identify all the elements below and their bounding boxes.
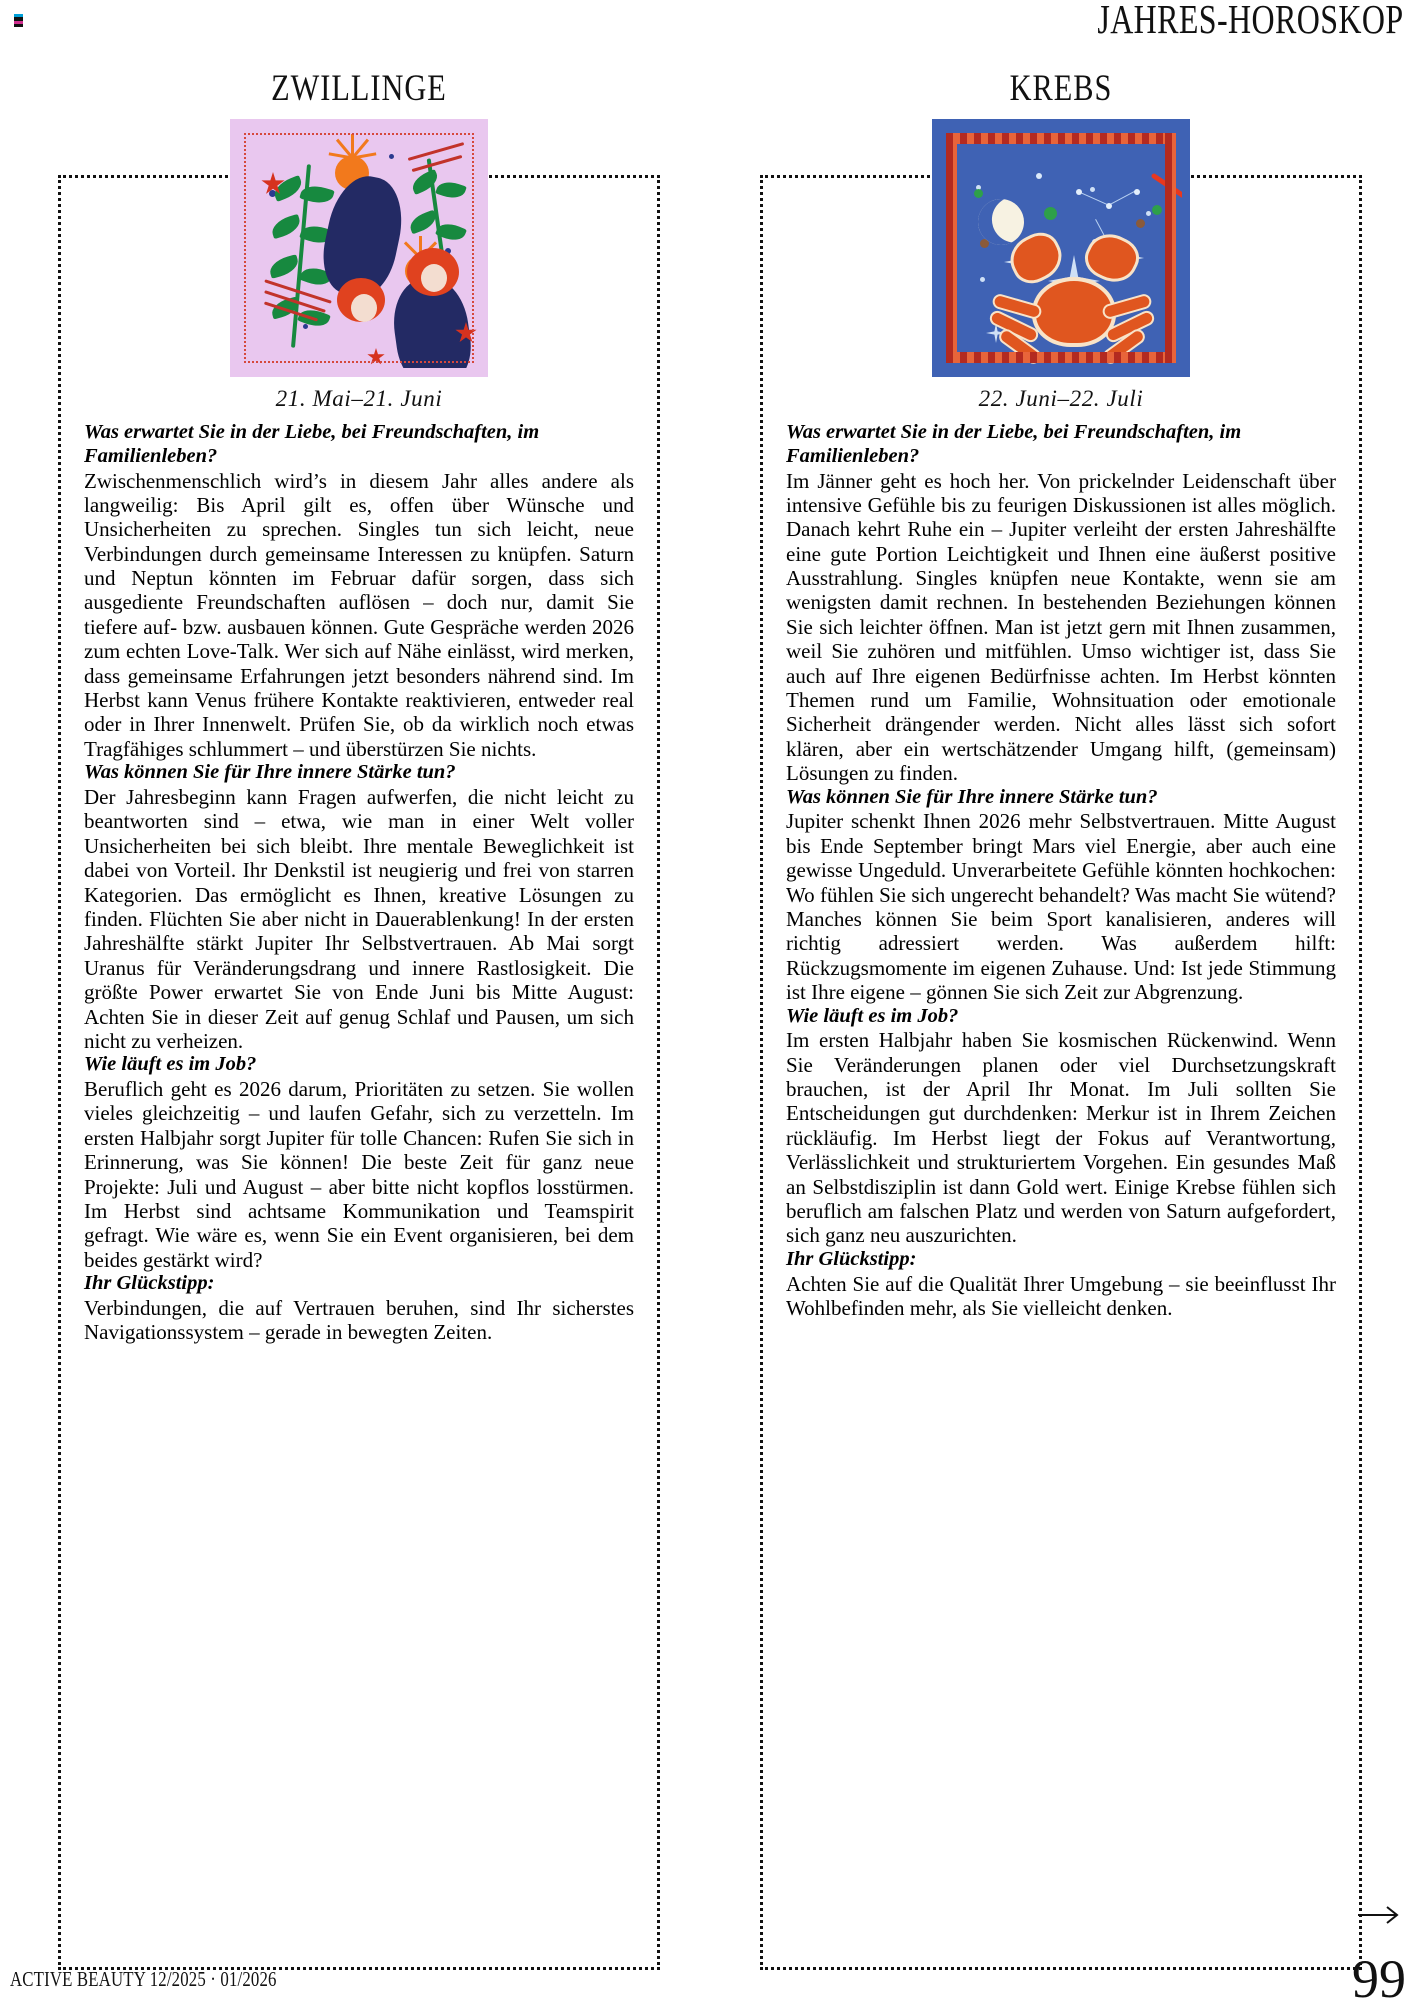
section-lucky-tip (786, 1248, 1336, 1321)
section-body: Im ersten Halbjahr haben Sie kosmischen Rückenwind. Wenn Sie Veränderungen planen oder viel Durchsetzungskraft brauchen, ist der April Ihr Monat. Im Juli sollten Sie Entscheidungen gut durchdenken: Merkur ist in Ihrem Zeichen rückläufig. Im Herbst liegt der Fokus auf Verantwortung, Verlässlichkeit und strukturiertem Vorgehen. Ein gesundes Maß an Selbstdisziplin ist dann Gold wert. Einige Krebse fühlen sich beruflich am falschen Platz und werden von Saturn aufgefordert, sich ganz neu auszurichten. (786, 1028, 1336, 1248)
sign-title: ZWILLINGE (271, 68, 447, 109)
zodiac-column-krebs (760, 70, 1362, 1320)
issue-line: ACTIVE BEAUTY 12/2025 · 01/2026 (10, 1967, 277, 1991)
section-body: Zwischenmenschlich wird’s in diesem Jahr alles andere als langweilig: Bis April gilt es, offen über Wünsche und Unsicherheiten zu sprechen. Singles tun sich leicht, neue Verbindungen durch gemeinsame Interessen zu knüpfen. Saturn und Neptun könnten im Februar dafür sorgen, dass sich ausgediente Freundschaften auflösen – doch nur, damit Sie tiefere auf- bzw. ausbauen können. Gute Gespräche werden 2026 zum echten Love-Talk. Wer sich auf Nähe einlässt, wird merken, dass gemeinsame Erfahrungen jetzt besonders nährend sind. Im Herbst kann Venus frühere Kontakte reaktivieren, entweder real oder in Ihrer Innenwelt. Prüfen Sie, ob da wirklich noch etwas Tragfähiges schlummert – und überstürzen Sie nichts. (84, 468, 634, 761)
section-lucky-tip (84, 1272, 634, 1345)
zwillinge-illustration (230, 119, 488, 377)
section-body: Der Jahresbeginn kann Fragen aufwerfen, die nicht leicht zu beantworten sind – etwa, wie man in einer Welt voller Unsicherheiten bei sich bleibt. Ihre mentale Beweglichkeit ist dabei von Vorteil. Ihr Denkstil ist neugierig und frei von starren Kategorien. Das ermöglicht es Ihnen, kreative Lösungen zu finden. Flüchten Sie aber nicht in Dauerablenkung! In der ersten Jahreshälfte stärkt Jupiter Ihr Selbstvertrauen. Ab Mai sorgt Uranus für Veränderungsdrang und innere Rastlosigkeit. Die größte Power erwartet Sie von Ende Juni bis Mitte August: Achten Sie in dieser Zeit auf genug Schlaf und Pausen, um sich nicht zu verheizen. (84, 784, 634, 1053)
sign-title: KREBS (1009, 68, 1113, 109)
running-head: JAHRES-HOROSKOP (1097, 0, 1404, 42)
date-range: 21. Mai–21. Juni (275, 386, 443, 411)
section-heading: Wie läuft es im Job? (84, 1053, 257, 1076)
zodiac-column-zwillinge (58, 70, 660, 1345)
section-love (786, 421, 1336, 786)
section-body: Achten Sie auf die Qualität Ihrer Umgebung – sie beeinflusst Ihr Wohlbefinden mehr, als Sie vielleicht denken. (786, 1271, 1336, 1320)
section-heading: Was können Sie für Ihre innere Stärke tun? (84, 761, 456, 784)
section-heading: Wie läuft es im Job? (786, 1004, 959, 1027)
artwork-wrapper (786, 119, 1336, 377)
section-heading: Was erwartet Sie in der Liebe, bei Freundschaften, im Familienleben? (84, 421, 540, 467)
continue-arrow-icon (1356, 1902, 1402, 1928)
section-heading: Ihr Glückstipp: (786, 1247, 917, 1270)
section-inner-strength (84, 761, 634, 1053)
registration-mark-icon (14, 14, 23, 27)
page-number: 99 (1352, 1949, 1406, 2009)
krebs-illustration (932, 119, 1190, 377)
section-body: Verbindungen, die auf Vertrauen beruhen, sind Ihr sicherstes Navigationssystem – gerade in bewegten Zeiten. (84, 1295, 634, 1345)
section-body: Im Jänner geht es hoch her. Von prickelnder Leidenschaft über intensive Gefühle bis zu feurigen Diskussionen ist alles möglich. Danach kehrt Ruhe ein – Jupiter verleiht der ersten Jahreshälfte eine gute Portion Leichtigkeit und Ihnen eine äußerst positive Ausstrahlung. Singles knüpfen neue Kontakte, wenn sie am wenigsten damit rechnen. In bestehenden Beziehungen können Sie sich leichter öffnen. Man ist jetzt gern mit Ihnen zusammen, weil Sie zuhören und mitfühlen. Umso wichtiger ist, dass Sie auch auf Ihre eigenen Bedürfnisse achten. Im Herbst könnten Themen rund um Familie, Wohnsituation oder emotionale Sicherheit drängender werden. Nicht alles lässt sich sofort klären, aber ein wertschätzender Umgang hilft, (gemeinsam) Lösungen zu finden. (786, 468, 1336, 786)
section-heading: Ihr Glückstipp: (84, 1272, 215, 1295)
section-body: Beruflich geht es 2026 darum, Prioritäten zu setzen. Sie wollen vieles gleichzeitig – und laufen Gefahr, sich zu verzetteln. Im ersten Halbjahr sorgt Jupiter für tolle Chancen: Rufen Sie sich in Erinnerung, was Sie können! Die beste Zeit für ganz neue Projekte: Juli und August – aber bitte nicht kopflos losstürmen. Im Herbst sind achtsame Kommunikation und Teamspirit gefragt. Wie wäre es, wenn Sie ein Event organisieren, bei dem beides gestärkt wird? (84, 1077, 634, 1272)
section-job (84, 1053, 634, 1272)
section-body: Jupiter schenkt Ihnen 2026 mehr Selbstvertrauen. Mitte August bis Ende September bringt Mars viel Energie, aber auch eine gewisse Ungeduld. Unverarbeitete Gefühle könnten hochkochen: Wo fühlen Sie sich ungerecht behandelt? Was macht Sie wütend? Manches können Sie beim Sport kanalisieren, anderes will richtig adressiert werden. Was außerdem hilft: Rückzugsmomente im eigenen Zuhause. Und: Ist jede Stimmung ist Ihre eigene – gönnen Sie sich Zeit zur Abgrenzung. (786, 809, 1336, 1005)
section-inner-strength (786, 786, 1336, 1005)
section-heading: Was können Sie für Ihre innere Stärke tun? (786, 785, 1158, 808)
section-job (786, 1005, 1336, 1248)
section-love (84, 421, 634, 761)
artwork-wrapper (84, 119, 634, 377)
section-heading: Was erwartet Sie in der Liebe, bei Freundschaften, im Familienleben? (786, 421, 1242, 467)
date-range: 22. Juni–22. Juli (978, 386, 1144, 411)
